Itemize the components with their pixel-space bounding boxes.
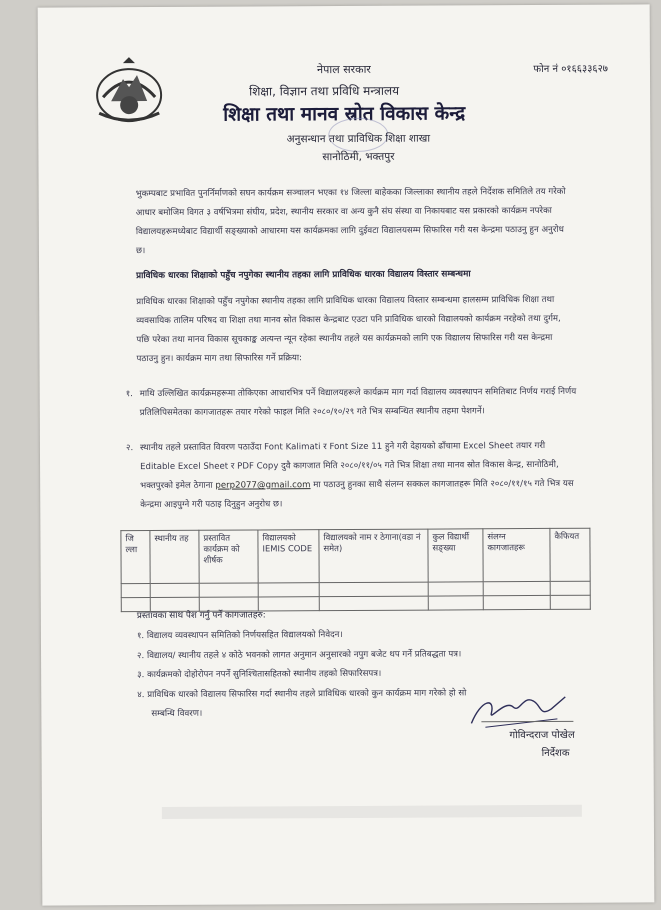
table-header-cell: प्रस्तावित कार्यक्रम को शीर्षक (199, 530, 258, 583)
list-item-text-part: स्थानीय तहले प्रस्तावित विवरण पठाउँदा Font Kalimati र Font Size 11 हुने गरी देहायको ढाँचामा Excel Sheet तयार गरी Editable Excel Sheet र PDF Copy दुवै कागजात मिति २०८०/११/०५ गते भित्र शिक्षा तथा मानव स्रोत विकास केन्द्र, सानोठिमी, भक्तपुरको इमेल ठेगाना (139, 440, 559, 492)
office-title: शिक्षा तथा मानव स्रोत विकास केन्द्र (223, 102, 466, 126)
table-header-cell: जि ल्ला (121, 531, 150, 584)
government-name: नेपाल सरकार (316, 62, 371, 77)
table-header-cell: संलग्न कागजातहरू (483, 528, 550, 581)
list-item: ४. प्राविधिक धारको विद्यालय सिफारिस गर्दा स्थानीय तहले प्राविधिक धारको कुन कार्यक्रम माग गरेको हो सो (137, 687, 467, 700)
intro-paragraph: भुकम्पबाट प्रभावित पुनर्निर्माणको सघन कार्यक्रम सञ्चालन भएका १४ जिल्ला बाहेकका जिल्लाका स्थानीय तहले निर्देशक समितिले तय गरेको आधार बमोजिम विगत ३ वर्षभित्रमा संघीय, प्रदेश, स्थानीय सरकार वा अन्य कुनै संघ संस्था वा निकायबाट यस प्रकारको कार्यक्रम नपरेका विद्यालयहरूमध्येबाट विद्यार्थी सङ्ख्याको आधारमा यस कार्यक्रमका लागि दुईवटा विद्यालयसम्म सिफारिस गरी यस केन्द्रमा पठाउनु हुन अनुरोध छ। (135, 186, 566, 257)
list-item-number: २. (125, 443, 134, 454)
list-item-number: १. (125, 389, 133, 400)
phone-number: फोन नं ०१६६३३६२७ (533, 63, 609, 76)
process-paragraph: प्राविधिक धारका शिक्षाको पहुँच नपुगेका स्थानीय तहका लागि प्राविधिक धारका विद्यालय विस्तार सम्बन्धमा हालसम्म प्राविधिक शिक्षा तथा व्यवसायिक तालिम परिषद वा शिक्षा तथा मानव स्रोत विकास केन्द्रबाट एउटा पनि प्राविधिक धारको विद्यालयको कार्यक्रम नरहेको तथा दुर्गम, पछि परेका तथा मानव विकास सूचकाङ्क अत्यन्त न्यून रहेका स्थानीय तहले यस कार्यक्रमको लागि एक विद्यालय सिफारिस गरी यस केन्द्रमा पठाउनु हुन। कार्यक्रम माग तथा सिफारिस गर्ने प्रक्रिया: (136, 294, 561, 365)
list-item: ३. कार्यक्रमको दोहोरोपन नपर्ने सुनिश्चितासहितको स्थानीय तहको सिफारिसपत्र। (137, 668, 382, 681)
list-item-text: माथि उल्लिखित कार्यक्रमहरूमा तोकिएका आधारभित्र पर्ने विद्यालयहरूले कार्यक्रम माग गर्दा विद्यालय व्यवस्थापन समितिबाट निर्णय गराई निर्णय प्रतिलिपिसमेतका कागजातहरू तयार गरेको फाइल मिति २०८०/१०/२९ गते भित्र सम्बन्धित स्थानीय तहमा पेशगर्ने। (139, 386, 577, 419)
list-item (126, 437, 578, 515)
section-name: अनुसन्धान तथा प्राविधिक शिक्षा शाखा (286, 132, 431, 146)
proposal-format-table (120, 528, 590, 612)
table-header-cell: कैफियत (550, 528, 590, 581)
list-item: १. विद्यालय व्यवस्थापन समितिको निर्णयसहित विद्यालयको निवेदन। (136, 630, 343, 642)
list-item-text (140, 437, 578, 515)
office-address: सानोठिमी, भक्तपुर (322, 150, 395, 164)
letter-page (38, 4, 655, 905)
table-header-cell: स्थानीय तह (150, 530, 199, 583)
ministry-name: शिक्षा, विज्ञान तथा प्रविधि मन्त्रालय (249, 83, 400, 99)
bleed-through-text (162, 805, 582, 819)
list-item: सम्बन्धि विवरण। (151, 708, 203, 720)
signatory-name: गोविन्दराज पोखेल (509, 729, 575, 742)
table-header-cell: कुल विद्यार्थी सङ्ख्या (428, 529, 483, 582)
documents-heading: प्रस्तावका साथ पेश गर्नु पर्ने कागजातहरु: (136, 610, 266, 622)
signatory-title: निर्देशक (541, 747, 570, 759)
table-header-cell: विद्यालयको नाम र ठेगाना(वडा नं समेत) (319, 529, 428, 583)
email-link[interactable]: perp2077@gmail.com (215, 480, 311, 491)
table-header-cell: विद्यालयको IEMIS CODE (258, 530, 319, 583)
list-item: २. विद्यालय/ स्थानीय तहले ४ कोठे भवनको लागत अनुमान अनुसारको नपुग बजेट थप गर्ने प्रतिबद्धता पत्र। (137, 648, 462, 661)
subject-line: प्राविधिक धारका शिक्षाको पहुँच नपुगेका स्थानीय तहका लागि प्राविधिक धारका विद्यालय विस्तार सम्बन्धमा (136, 269, 471, 282)
table-header-row (121, 528, 590, 583)
list-item-text-part: मा पठाउनु हुनका साथै संलग्न सक्कल कागजातहरू मिति २०८०/११/१५ गते भित्र यस केन्द्रमा आइपुग्ने गरी पठाइ दिनुहुन अनुरोध छ। (140, 478, 574, 511)
list-item (126, 383, 578, 423)
